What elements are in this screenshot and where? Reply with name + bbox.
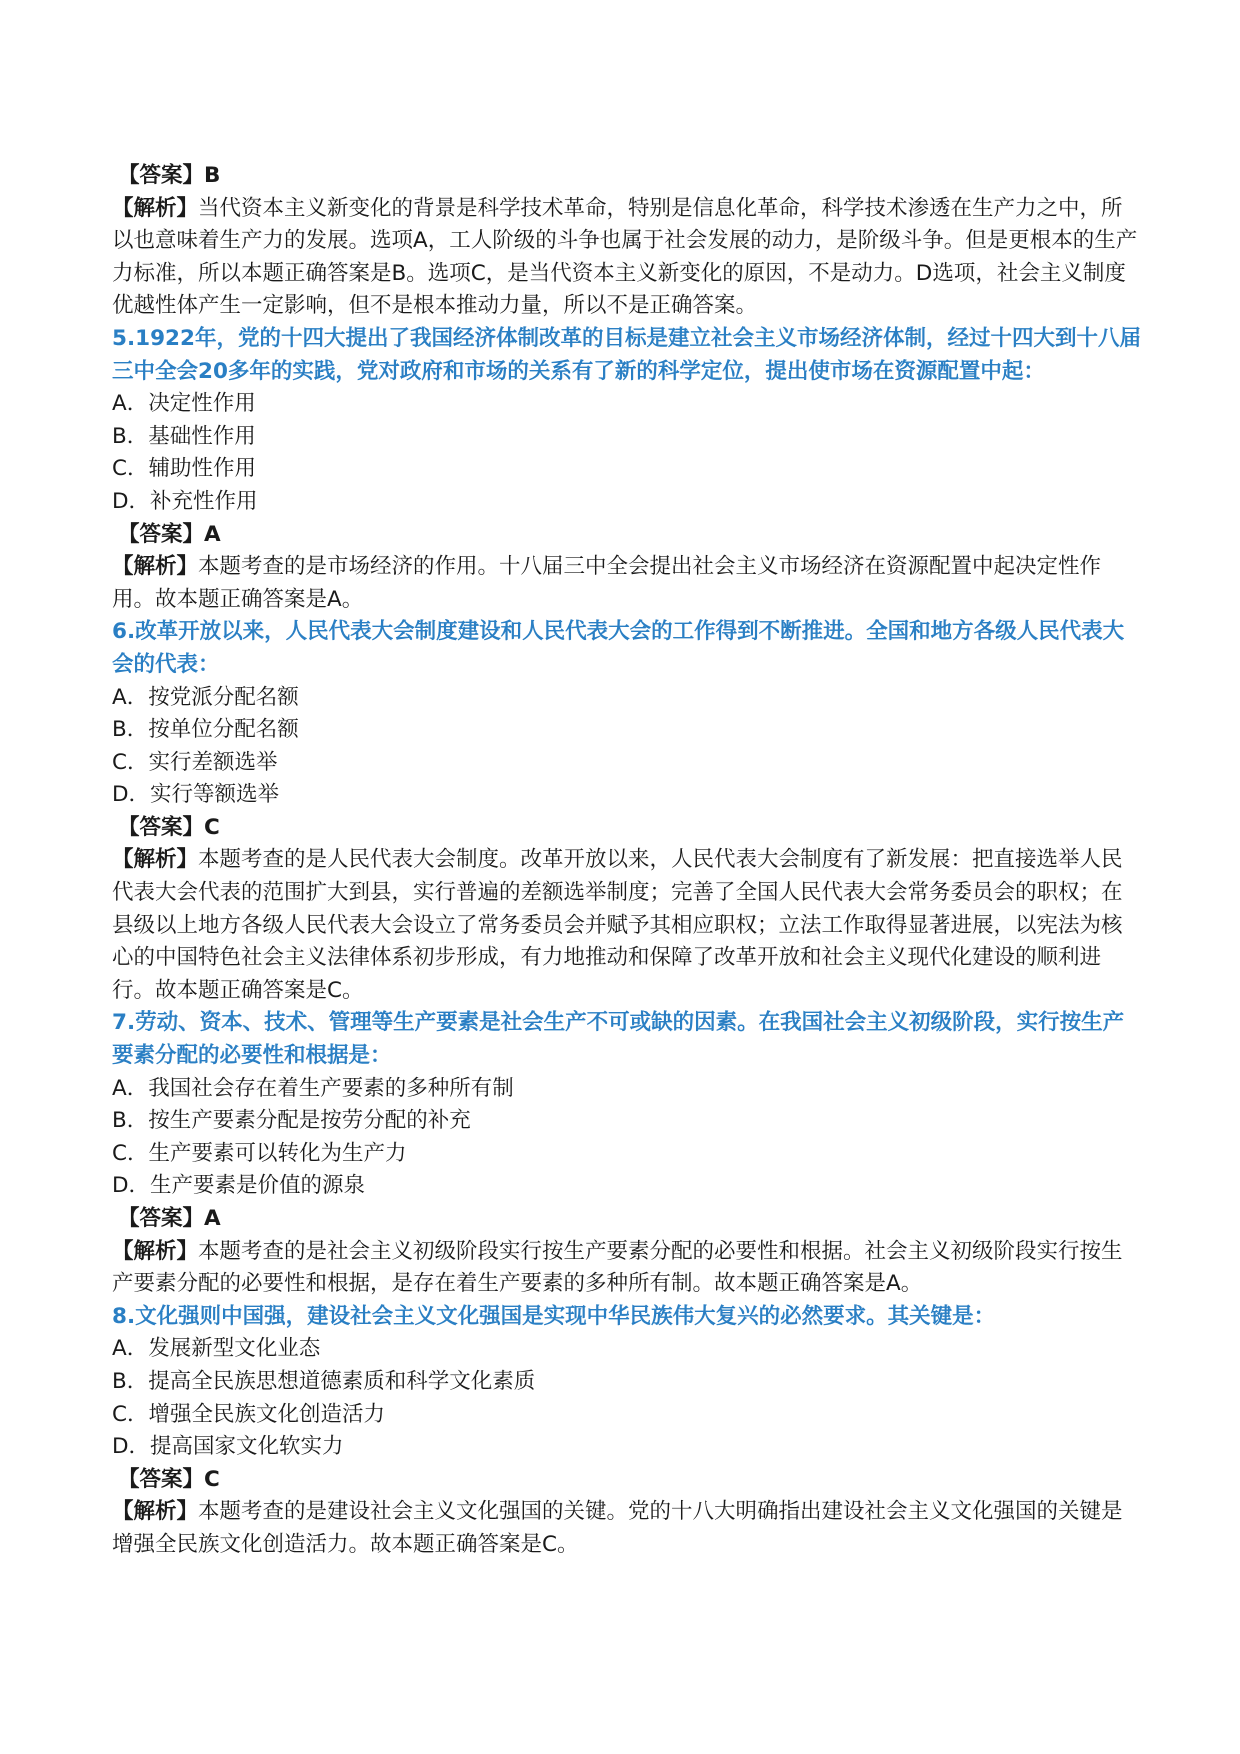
question-7: 7.劳动、资本、技术、管理等生产要素是社会生产不可或缺的因素。在我国社会主义初级阶段，实行按生产要素分配的必要性和根据是： bbox=[112, 1010, 1125, 1069]
option-c: C．增强全民族文化创造活力 bbox=[112, 1401, 386, 1427]
answer-line: 【答案】C bbox=[118, 1466, 220, 1492]
answer-line: 【答案】C bbox=[118, 814, 220, 840]
analysis-paragraph: 【解析】本题考查的是建设社会主义文化强国的关键。党的十八大明确指出建设社会主义文化强国的关键是增强全民族文化创造活力。故本题正确答案是C。 bbox=[112, 1499, 1123, 1557]
question-5: 5.1922年，党的十四大提出了我国经济体制改革的目标是建立社会主义市场经济体制，经过十四大到十八届三中全会20多年的实践，党对政府和市场的关系有了新的科学定位，提出使市场在资源配置中起： bbox=[112, 325, 1141, 384]
answer-line: 【答案】B bbox=[118, 163, 221, 188]
question-8: 8.文化强则中国强，建设社会主义文化强国是实现中华民族伟大复兴的必然要求。其关键是： bbox=[112, 1303, 996, 1329]
option-b: B．基础性作用 bbox=[112, 423, 256, 449]
analysis-paragraph: 【解析】本题考查的是社会主义初级阶段实行按生产要素分配的必要性和根据。社会主义初级阶段实行按生产要素分配的必要性和根据，是存在着生产要素的多种所有制。故本题正确答案是A。 bbox=[112, 1238, 1123, 1297]
option-d: D．提高国家文化软实力 bbox=[112, 1434, 344, 1460]
analysis-paragraph: 【解析】当代资本主义新变化的背景是科学技术革命，特别是信息化革命，科学技术渗透在生产力之中，所以也意味着生产力的发展。选项A，工人阶级的斗争也属于社会发展的动力，是阶级斗争。但是更根本的生产力标准，所以本题正确答案是B。选项C，是当代资本主义新变化的原因，不是动力。D选项，社会主义制度优越性体产生一定影响，但不是根本推动力量，所以不是正确答案。 bbox=[112, 195, 1138, 319]
option-d: D．生产要素是价值的源泉 bbox=[112, 1173, 366, 1199]
option-b: B．提高全民族思想道德素质和科学文化素质 bbox=[112, 1368, 536, 1394]
analysis-paragraph: 【解析】本题考查的是人民代表大会制度。改革开放以来，人民代表大会制度有了新发展：把直接选举人民代表大会代表的范围扩大到县，实行普遍的差额选举制度；完善了全国人民代表大会常务委员会的职权；在县级以上地方各级人民代表大会设立了常务委员会并赋予其相应职权；立法工作取得显著进展，以宪法为核心的中国特色社会主义法律体系初步形成，有力地推动和保障了改革开放和社会主义现代化建设的顺利进行。故本题正确答案是C。 bbox=[112, 847, 1123, 1003]
option-a: A．发展新型文化业态 bbox=[112, 1336, 321, 1362]
option-b: B．按单位分配名额 bbox=[112, 717, 299, 743]
question-6: 6.改革开放以来，人民代表大会制度建设和人民代表大会的工作得到不断推进。全国和地方各级人民代表大会的代表： bbox=[112, 619, 1125, 677]
option-c: C．实行差额选举 bbox=[112, 749, 278, 775]
analysis-paragraph: 【解析】本题考查的是市场经济的作用。十八届三中全会提出社会主义市场经济在资源配置中起决定性作用。故本题正确答案是A。 bbox=[112, 554, 1102, 612]
document-page bbox=[112, 160, 1142, 1562]
option-d: D．实行等额选举 bbox=[112, 782, 280, 808]
option-a: A．我国社会存在着生产要素的多种所有制 bbox=[112, 1075, 514, 1101]
answer-line: 【答案】A bbox=[118, 521, 221, 547]
option-a: A．按党派分配名额 bbox=[112, 684, 299, 710]
option-b: B．按生产要素分配是按劳分配的补充 bbox=[112, 1108, 471, 1134]
option-c: C．生产要素可以转化为生产力 bbox=[112, 1140, 407, 1166]
option-a: A．决定性作用 bbox=[112, 391, 256, 417]
option-d: D．补充性作用 bbox=[112, 488, 258, 514]
option-c: C．辅助性作用 bbox=[112, 456, 257, 482]
answer-line: 【答案】A bbox=[118, 1206, 221, 1231]
